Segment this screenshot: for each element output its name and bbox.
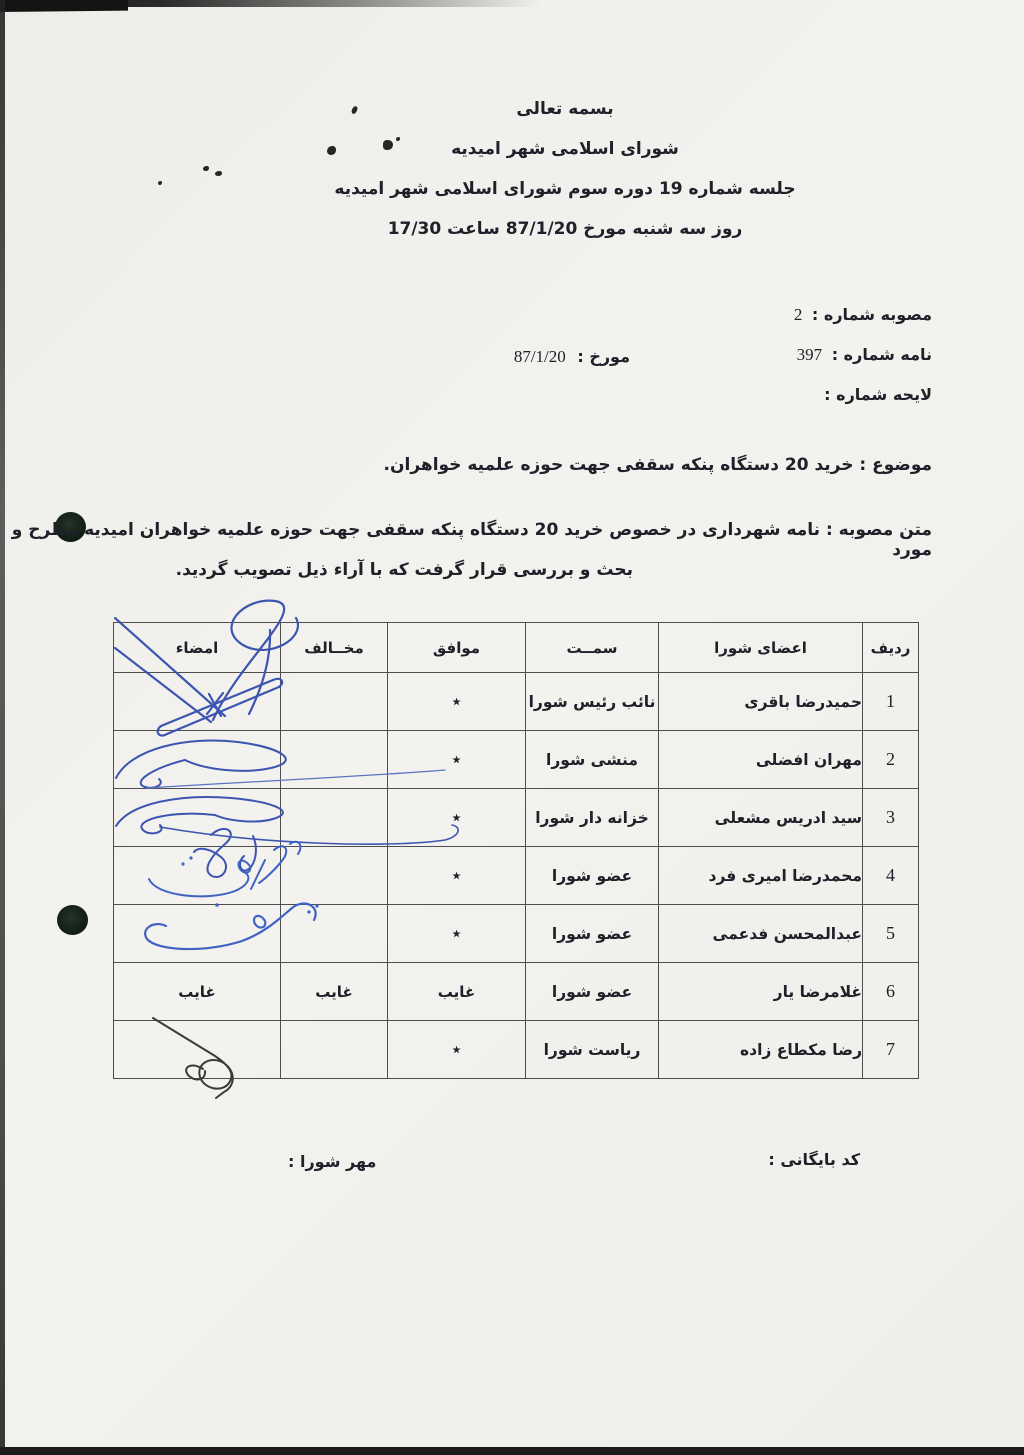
row-number: 6 — [863, 963, 919, 1021]
header-council-name: شورای اسلامی شهر امیدیه — [451, 139, 679, 159]
row-number: 7 — [863, 1021, 919, 1079]
agree-mark: ٭ — [388, 1021, 526, 1079]
member-position: عضو شورا — [526, 847, 659, 905]
col-header-row-no: ردیف — [863, 623, 919, 673]
hole-punch-mark — [57, 905, 88, 935]
signature-cell — [114, 673, 281, 731]
member-position: خزانه دار شورا — [526, 789, 659, 847]
disagree-mark — [281, 673, 388, 731]
table-row — [114, 847, 919, 905]
letter-date-line — [514, 347, 630, 367]
votes-table — [113, 622, 919, 1079]
agree-mark: ٭ — [388, 731, 526, 789]
scan-edge-bottom — [0, 1447, 1024, 1455]
member-name: غلامرضا یار — [659, 963, 863, 1021]
member-name: محمدرضا امیری فرد — [659, 847, 863, 905]
letter-date-label: مورخ : — [577, 347, 630, 366]
table-row — [114, 963, 919, 1021]
table-header-row — [114, 623, 919, 673]
absent-note: غایب — [281, 963, 388, 1021]
letter-number-value: 397 — [796, 345, 823, 364]
letter-date-value: 87/1/20 — [513, 347, 566, 366]
table-row — [114, 905, 919, 963]
subject-line: موضوع : خرید 20 دستگاه پنکه سقفی جهت حوزه علمیه خواهران. — [383, 455, 932, 475]
scan-edge-left — [0, 0, 5, 1455]
ink-speck — [158, 181, 162, 185]
disagree-mark — [281, 789, 388, 847]
member-position: منشی شورا — [526, 731, 659, 789]
member-position: نائب رئیس شورا — [526, 673, 659, 731]
row-number: 3 — [863, 789, 919, 847]
agree-mark: ٭ — [388, 847, 526, 905]
member-name: سید ادریس مشعلی — [659, 789, 863, 847]
col-header-signature: امضاء — [114, 623, 281, 673]
resolution-number-label: مصوبه شماره : — [811, 305, 932, 324]
absent-note: غایب — [114, 963, 281, 1021]
document-header — [315, 96, 815, 256]
row-number: 5 — [863, 905, 919, 963]
member-name: مهران افضلی — [659, 731, 863, 789]
resolution-text-line2: بحث و بررسی قرار گرفت که با آراء ذیل تصویب گردید. — [175, 560, 633, 580]
resolution-text-line1: متن مصوبه : نامه شهرداری در خصوص خرید 20 دستگاه پنکه سقفی جهت حوزه علمیه خواهران امیدیه مطرح و مورد — [11, 520, 932, 560]
table-row — [114, 673, 919, 731]
disagree-mark — [281, 731, 388, 789]
scan-edge-top-left-corner — [0, 0, 128, 12]
agree-mark: ٭ — [388, 789, 526, 847]
signature-cell — [114, 905, 281, 963]
member-name: عبدالمحسن فدعمی — [659, 905, 863, 963]
letter-number-label: نامه شماره : — [831, 345, 932, 364]
row-number: 4 — [863, 847, 919, 905]
header-bismillah: بسمه تعالی — [516, 99, 614, 119]
ink-speck — [215, 171, 222, 176]
bill-number-line — [794, 385, 932, 411]
signature-cell — [114, 847, 281, 905]
bill-number-label: لایحه شماره : — [824, 385, 932, 404]
member-name: رضا مکطاع زاده — [659, 1021, 863, 1079]
header-date-time-line: روز سه شنبه مورخ 87/1/20 ساعت 17/30 — [387, 219, 743, 239]
col-header-members: اعضای شورا — [659, 623, 863, 673]
signature-cell — [114, 789, 281, 847]
agree-mark: ٭ — [388, 673, 526, 731]
signature-cell — [114, 1021, 281, 1079]
row-number: 2 — [863, 731, 919, 789]
member-position: عضو شورا — [526, 963, 659, 1021]
table-row — [114, 789, 919, 847]
col-header-disagree: مخــالف — [281, 623, 388, 673]
member-position: عضو شورا — [526, 905, 659, 963]
row-number: 1 — [863, 673, 919, 731]
council-seal-label: مهر شورا : — [288, 1152, 377, 1171]
disagree-mark — [281, 905, 388, 963]
col-header-agree: موافق — [388, 623, 526, 673]
disagree-mark — [281, 847, 388, 905]
header-session-line: جلسه شماره 19 دوره سوم شورای اسلامی شهر امیدیه — [334, 179, 796, 199]
meta-block — [794, 305, 932, 425]
disagree-mark — [281, 1021, 388, 1079]
col-header-position: سمــت — [526, 623, 659, 673]
ink-speck — [203, 166, 209, 171]
member-name: حمیدرضا باقری — [659, 673, 863, 731]
table-row — [114, 731, 919, 789]
archive-code-label: کد بایگانی : — [768, 1150, 860, 1169]
resolution-number-line — [794, 305, 932, 331]
letter-number-line — [794, 345, 932, 371]
absent-note: غایب — [388, 963, 526, 1021]
agree-mark: ٭ — [388, 905, 526, 963]
member-position: ریاست شورا — [526, 1021, 659, 1079]
table-row — [114, 1021, 919, 1079]
signature-cell — [114, 731, 281, 789]
resolution-number-value: 2 — [793, 305, 803, 324]
